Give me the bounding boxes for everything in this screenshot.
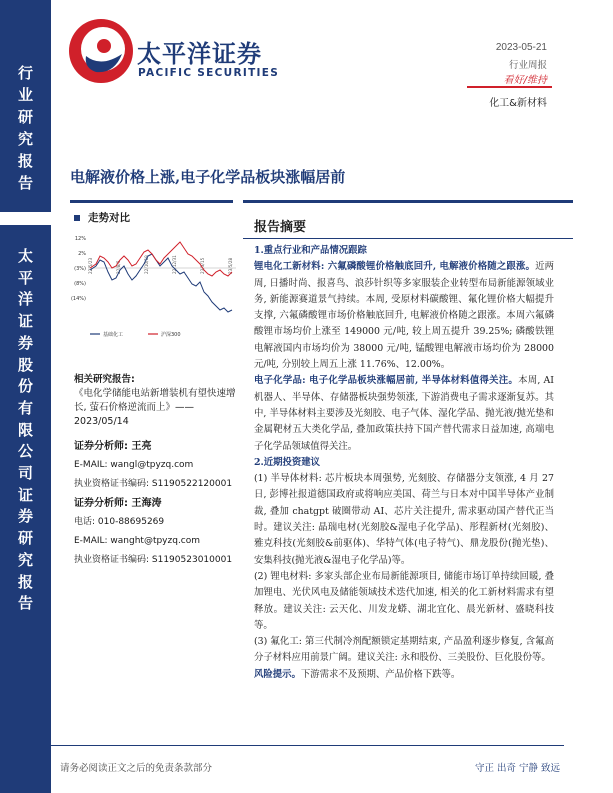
x-tick-label: 22/5/23 <box>88 257 93 274</box>
footer-disclaimer: 请务必阅读正文之后的免责条款部分 <box>60 763 213 774</box>
y-tick-label: (8%) <box>74 281 86 287</box>
section-heading: 1.重点行业和产品情况跟踪 <box>254 245 367 256</box>
paragraph: (2) 锂电材料: 多家头部企业布局新能源项目, 储能市场订单持续回暖, 叠加锂电、光伏风电及储能领域技术迭代加速, 相关的化工新材料需求有望释放。建议关注: 云天化、川发龙蟒、湖北宜化、晨光新材、盛晓科技等。 <box>254 570 554 631</box>
related-heading: 相关研究报告: <box>74 374 135 385</box>
y-tick-label: 2% <box>78 251 86 257</box>
summary-body <box>254 243 554 683</box>
sidebar-bottom-label: 太 平 洋 证 券 股 份 有 限 公 司 证 券 研 究 报 告 <box>17 247 33 613</box>
trend-chart <box>70 230 238 345</box>
x-tick-label: 22/10/18 <box>144 255 149 274</box>
analyst-phone: 电话: 010-88695269 <box>74 517 165 527</box>
report-title: 电解液价格上涨,电子化学品板块涨幅居前 <box>70 168 346 186</box>
summary-rule <box>243 238 573 239</box>
y-tick-label: (3%) <box>74 266 86 272</box>
y-tick-label: 12% <box>74 236 86 242</box>
x-tick-label: 22/8/5 <box>116 260 121 274</box>
analyst-heading: 证券分析师: 王亮 <box>74 441 152 452</box>
related-item: 《电化学储能电站新增装机有望快速增长, 萤石价格逆流而上》—— 2023/05/14 <box>74 388 236 427</box>
legend-label: 沪深300 <box>161 332 181 338</box>
paragraph: (1) 半导体材料: 芯片板块本周强势, 光刻胶、存储器分支领涨, 4 月 27 日, 彭博社报道德国政府或将响应美国、荷兰与日本对中国半导体产业制裁, 叠加 chatgpt 破圈带动 AI、芯片关注提升, 需求驱动国产替代正当时。建议关注: 晶瑞电材(光刻胶&湿电子化学品)、彤程新材(光刻胶)、雅克科技(光刻胶&前驱体)、华特气体(电子特气)、鼎龙股份(抛光垫)、安集科技(抛光液&湿电子化学品)等。 <box>254 473 554 566</box>
risk-paragraph: 风险提示。下游需求不及预期、产品价格下跌等。 <box>254 668 461 680</box>
x-tick-label: 23/3/15 <box>200 257 205 274</box>
analyst-2 <box>74 497 232 567</box>
section-heading: 2.近期投资建议 <box>254 456 321 468</box>
company-logo-icon <box>66 16 136 86</box>
analyst-license: 执业资格证书编码: S1190523010001 <box>74 555 233 565</box>
bullet-square-icon <box>74 215 80 221</box>
x-tick-label: 22/12/31 <box>172 255 177 274</box>
report-type: 行业周报 <box>508 60 547 71</box>
sidebar-top-label: 行 业 研 究 报 告 <box>17 64 33 192</box>
analyst-email: E-MAIL: wangl@tpyzq.com <box>74 460 194 470</box>
analyst-license: 执业资格证书编码: S1190522120001 <box>74 479 233 489</box>
brand-name-en: PACIFIC SECURITIES <box>138 67 280 79</box>
sidebar <box>0 0 51 793</box>
analyst-heading: 证券分析师: 王海涛 <box>74 498 162 509</box>
brand-name-cn: 太平洋证券 <box>137 40 262 68</box>
y-tick-label: (14%) <box>70 296 86 302</box>
paragraph: 电子化学品: 电子化学品板块涨幅居前, 半导体材料值得关注。本周, AI 机器人、半导体、存储器板块强势领涨, 下游消费电子需求逐渐复苏。其中, 半导体材料主要涉及光刻胶、电子气体、湿化学品、抛光液/抛光垫和金属靶材五大类化学品, 叠加政策扶持下国产替代需求日益加速, 高端电子化学品领域值得关注。 <box>254 375 555 452</box>
x-tick-label: 23/5/28 <box>228 257 233 274</box>
summary-title: 报告摘要 <box>254 220 307 235</box>
sector: 化工&新材料 <box>489 98 547 109</box>
sidebar-divider <box>0 212 51 225</box>
series-line-hs300 <box>90 242 232 276</box>
analyst-email: E-MAIL: wanght@tpyzq.com <box>74 536 201 546</box>
report-date: 2023-05-21 <box>495 42 547 53</box>
rating: 看好/维持 <box>503 75 547 86</box>
related-reports <box>74 373 242 429</box>
analyst-1 <box>74 440 232 491</box>
footer-rule <box>51 745 564 746</box>
rating-underline <box>467 86 552 88</box>
left-column-rule <box>70 200 233 203</box>
right-column-rule <box>243 200 573 203</box>
legend-label: 基础化工 <box>103 332 124 338</box>
footer-motto: 守正 出奇 宁静 致远 <box>474 763 560 774</box>
paragraph: (3) 氟化工: 第三代制冷剂配额锁定基期结束, 产品盈利逐步修复, 含氟高分子材料应用前景广阔。建议关注: 永和股份、三美股份、巨化股份等。 <box>254 636 554 664</box>
paragraph: 锂电化工新材料: 六氟磷酸锂价格触底回升, 电解液价格随之跟涨。近两周, 日播时尚、报喜鸟、浪莎针织等多家服装企业转型布局新能源领域业务, 新能源赛道景气持续。本周, 受原材料碳酸锂、氟化锂价格大幅提升支撑, 六氟磷酸锂市场价格触底回升, 电解液价格随之跟涨。本周六氟磷酸锂市场均价上涨至 149000 元/吨, 较上周五提升 39.25%; 磷酸铁锂电解液国内市场均价为 38000 元/吨, 锰酸锂电解液市场均价为 28000 元/吨, 分别较上周五上涨 11.76%、12.00%。 <box>254 261 554 371</box>
trend-title: 走势对比 <box>74 210 130 225</box>
